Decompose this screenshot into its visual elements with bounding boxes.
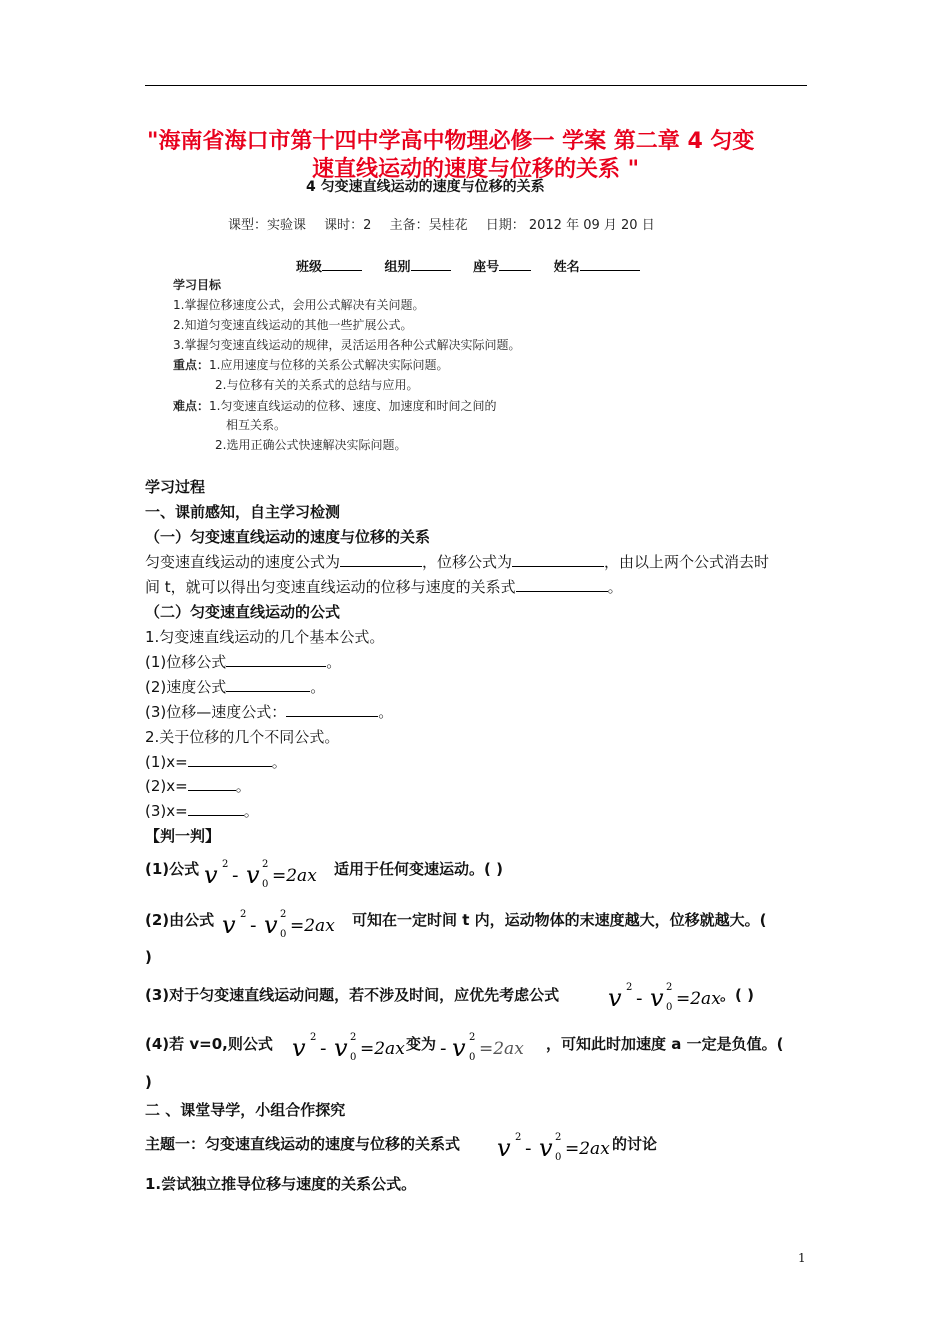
formula-sup: 2 (666, 982, 673, 993)
question-1-2 (145, 676, 325, 697)
key-label: 重点： (173, 358, 210, 372)
text: 匀变速直线运动的速度公式为 (145, 553, 341, 571)
section1-line1 (145, 551, 769, 572)
goal-item: 3.掌握匀变速直线运动的规律，灵活运用各种公式解决实际问题。 (173, 338, 521, 352)
judge-heading: 【判一判】 (145, 827, 221, 845)
formula-rhs: =2ax (360, 1039, 405, 1059)
fill-blank (340, 552, 422, 567)
text: 。 (271, 753, 287, 771)
formula-rhs: =2ax (479, 1039, 524, 1059)
judge-3-tail: 。( ) (720, 986, 754, 1004)
part2-heading: 二 、课堂导学，小组合作探究 (145, 1101, 346, 1119)
formula-sup: 2 (240, 909, 247, 920)
text: (1)x= (145, 753, 188, 771)
section1-heading: （一）匀变速直线运动的速度与位移的关系 (145, 528, 431, 546)
fill-blank (188, 801, 244, 816)
question-1-1 (145, 651, 341, 672)
text: 间 t，就可以得出匀变速直线运动的位移与速度的关系式 (145, 578, 516, 596)
meta-prep: 主备：吴桂花 (389, 218, 468, 233)
process-heading: 学习过程 (145, 478, 206, 496)
meta-type: 课型：实验课 (228, 218, 307, 233)
fill-blank (226, 652, 326, 667)
key-item: 2.与位移有关的关系式的总结与应用。 (215, 378, 419, 392)
formula-v: v (222, 911, 236, 939)
lesson-subtitle: 4 匀变速直线运动的速度与位移的关系 (306, 179, 545, 195)
formula-minus: - (440, 1038, 447, 1059)
seat-label: 座号 (473, 260, 500, 275)
formula-sub: 0 (262, 879, 269, 889)
formula-sup: 2 (262, 859, 269, 870)
text: 。 (607, 578, 623, 596)
class-blank (322, 257, 362, 271)
formula-minus: - (636, 988, 643, 1009)
judge-2-text: (2)由公式 (145, 911, 215, 929)
question-2: 2.关于位移的几个不同公式。 (145, 728, 340, 746)
formula-minus: - (525, 1138, 532, 1159)
page-number: 1 (798, 1251, 806, 1265)
question-2-3 (145, 800, 259, 821)
judge-4-mid: 变为 (406, 1035, 437, 1053)
goal-item: 1.掌握位移速度公式，会用公式解决有关问题。 (173, 298, 425, 312)
formula-v0: v (334, 1034, 348, 1062)
judge-4-tail: ，可知此时加速度 a 一定是负值。( (546, 1035, 784, 1053)
text: 。 (310, 678, 326, 696)
formula-sub: 0 (469, 1052, 476, 1062)
key-item: 1.应用速度与位移的关系公式解决实际问题。 (209, 358, 449, 372)
section2-heading: （二）匀变速直线运动的公式 (145, 603, 341, 621)
judge-4-close: ) (145, 1073, 152, 1091)
formula-v: v (497, 1134, 511, 1162)
fill-blank (286, 702, 378, 717)
judge-3-text: (3)对于匀变速直线运动问题，若不涉及时间，应优先考虑公式 (145, 986, 560, 1004)
fill-blank (226, 677, 310, 692)
formula-v0: v (264, 911, 278, 939)
formula-sup: 2 (350, 1032, 357, 1043)
group-blank (411, 257, 451, 271)
name-label: 姓名 (553, 260, 580, 275)
formula-sup: 2 (469, 1032, 476, 1043)
lesson-meta (228, 214, 669, 233)
formula-v0: v (539, 1134, 553, 1162)
part1-heading: 一、课前感知，自主学习检测 (145, 503, 341, 521)
formula-sup: 2 (280, 909, 287, 920)
formula-sub: 0 (666, 1002, 673, 1012)
text: 。 (243, 802, 259, 820)
question-2-2 (145, 775, 251, 796)
formula-v2-v02-2ax (290, 1026, 412, 1062)
fill-blank (516, 577, 608, 592)
goal-item: 2.知道匀变速直线运动的其他一些扩展公式。 (173, 318, 413, 332)
text: ，由以上两个公式消去时 (604, 553, 770, 571)
fill-blank (188, 752, 272, 767)
fill-blank (188, 776, 236, 791)
formula-neg-v02-2ax (440, 1026, 536, 1062)
judge-2-tail: 可知在一定时间 t 内，运动物体的末速度越大，位移就越大。( (352, 911, 767, 929)
difficult-points (173, 397, 496, 414)
formula-v2-v02-2ax (606, 976, 728, 1012)
text: ，位移公式为 (422, 553, 513, 571)
fill-blank (512, 552, 604, 567)
formula-sub: 0 (350, 1052, 357, 1062)
formula-minus: - (232, 865, 239, 886)
header-rule (145, 85, 807, 86)
formula-minus: - (250, 915, 257, 936)
text: (1)位移公式 (145, 653, 227, 671)
topic-one-item: 1.尝试独立推导位移与速度的关系公式。 (145, 1175, 417, 1193)
formula-sup: 2 (310, 1032, 317, 1043)
formula-rhs: =2ax (676, 989, 721, 1009)
difficult-label: 难点： (173, 399, 210, 413)
formula-sup: 2 (626, 982, 633, 993)
formula-v2-v02-2ax (495, 1126, 617, 1162)
formula-minus: - (320, 1038, 327, 1059)
difficult-item: 1.匀变速直线运动的位移、速度、加速度和时间之间的 (209, 399, 497, 413)
question-1: 1.匀变速直线运动的几个基本公式。 (145, 628, 385, 646)
formula-v2-v02-2ax (202, 853, 324, 889)
text: (3)x= (145, 802, 188, 820)
topic-one-tail: 的讨论 (612, 1135, 658, 1153)
seat-blank (499, 257, 531, 271)
group-label: 组别 (384, 260, 411, 275)
difficult-item: 2.选用正确公式快速解决实际问题。 (215, 438, 407, 452)
document-title-line1: "海南省海口市第十四中学高中物理必修一 学案 第二章 4 匀变 (147, 129, 755, 154)
text: 。 (235, 777, 251, 795)
formula-v0: v (452, 1034, 466, 1062)
text: 。 (326, 653, 342, 671)
formula-rhs: =2ax (290, 916, 335, 936)
formula-rhs: =2ax (565, 1139, 610, 1159)
formula-v: v (608, 984, 622, 1012)
formula-v0: v (246, 861, 260, 889)
question-1-3 (145, 701, 393, 722)
judge-1-tail: 适用于任何变速运动。( ) (334, 860, 503, 878)
name-blank (580, 257, 640, 271)
difficult-item: 相互关系。 (226, 418, 287, 432)
text: (2)速度公式 (145, 678, 227, 696)
judge-1-text: (1)公式 (145, 860, 200, 878)
formula-sub: 0 (280, 929, 287, 939)
topic-one-text: 主题一：匀变速直线运动的速度与位移的关系式 (145, 1135, 461, 1153)
formula-v: v (204, 861, 218, 889)
formula-v2-v02-2ax (220, 903, 342, 939)
text: 。 (378, 703, 394, 721)
question-2-1 (145, 751, 287, 772)
formula-sup: 2 (515, 1132, 522, 1143)
formula-v0: v (650, 984, 664, 1012)
text: (2)x= (145, 777, 188, 795)
judge-2-close: ) (145, 948, 152, 966)
judge-4-text: (4)若 v=0,则公式 (145, 1035, 273, 1053)
class-label: 班级 (296, 260, 323, 275)
key-points (173, 356, 448, 373)
goals-heading: 学习目标 (173, 278, 222, 292)
student-info (296, 256, 640, 275)
document-title-line2: 速直线运动的速度与位移的关系 " (312, 157, 640, 182)
section1-line2 (145, 576, 623, 597)
text: (3)位移—速度公式： (145, 703, 287, 721)
meta-hours: 课时：2 (324, 218, 372, 233)
formula-sub: 0 (555, 1152, 562, 1162)
formula-sup: 2 (555, 1132, 562, 1143)
meta-date: 日期： 2012 年 09 月 20 日 (485, 218, 655, 233)
formula-rhs: =2ax (272, 866, 317, 886)
formula-sup: 2 (222, 859, 229, 870)
formula-v: v (292, 1034, 306, 1062)
